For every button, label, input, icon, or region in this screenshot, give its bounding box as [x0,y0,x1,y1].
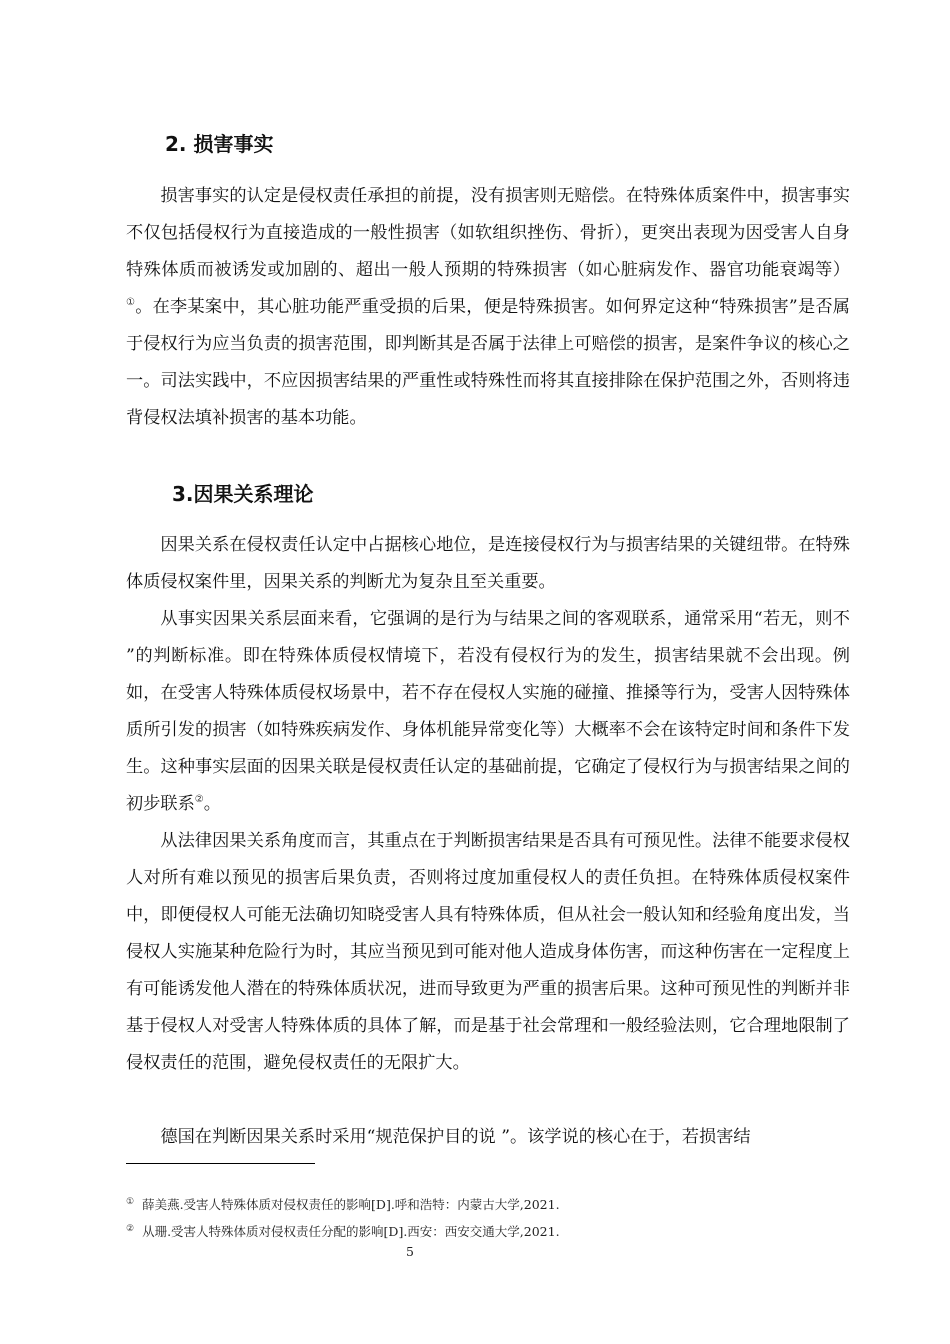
footnote-mark: ① [126,1197,135,1207]
footnote-text: 从珊.受害人特殊体质对侵权责任分配的影响[D].西安：西安交通大学,2021. [142,1224,560,1239]
section-heading-damage-fact: 2. 损害事实 [165,132,274,156]
footnote-ref-2[interactable]: ② [194,794,204,805]
paragraph-text: 。在李某案中，其心脏功能严重受损的后果，便是特殊损害。如何界定这种“特殊损害”是否属于侵权行为应当负责的损害范围，即判断其是否属于法律上可赔偿的损害，是案件争议的核心之一。司法实践中，不应因损害结果的严重性或特殊性而将其直接排除在保护范围之外，否则将违背侵权法填补损害的基本功能。 [126,297,850,428]
paragraph-damage-fact [126,178,850,437]
footnote-separator [126,1163,315,1164]
paragraph-text: 损害事实的认定是侵权责任承担的前提，没有损害则无赔偿。在特殊体质案件中，损害事实不仅包括侵权行为直接造成的一般性损害（如软组织挫伤、骨折），更突出表现为因受害人自身特殊体质而被诱发或加剧的、超出一般人预期的特殊损害（如心脏病发作、器官功能衰竭等） [126,186,850,280]
paragraph-text: 。 [203,794,221,814]
paragraph-causation-intro: 因果关系在侵权责任认定中占据核心地位，是连接侵权行为与损害结果的关键纽带。在特殊体质侵权案件里，因果关系的判断尤为复杂且至关重要。 [126,535,850,592]
footnote-text: 薛美燕.受害人特殊体质对侵权责任的影响[D].呼和浩特：内蒙古大学,2021. [142,1197,560,1212]
section-heading-causation: 3.因果关系理论 [172,482,314,506]
page-number: 5 [406,1244,414,1259]
paragraph-german-theory: 德国在判断因果关系时采用“规范保护目的说 ”。该学说的核心在于，若损害结 [160,1127,751,1147]
footnote-2 [126,1223,560,1241]
paragraph-text: 从事实因果关系层面来看，它强调的是行为与结果之间的客观联系，通常采用“若无，则不 ”的判断标准。即在特殊体质侵权情境下，若没有侵权行为的发生，损害结果就不会出现。例如，在受害人特殊体质侵权场景中，若不存在侵权人实施的碰撞、推搡等行为，受害人因特殊体质所引发的损害（如特殊疾病发作、身体机能异常变化等）大概率不会在该特定时间和条件下发生。这种事实层面的因果关联是侵权责任认定的基础前提，它确定了侵权行为与损害结果之间的初步联系 [126,609,850,814]
paragraph-factual-causation [126,601,850,823]
footnote-ref-1[interactable]: ① [126,297,136,308]
footnote-1 [126,1196,560,1214]
footnote-mark: ② [126,1224,135,1234]
paragraph-legal-causation: 从法律因果关系角度而言，其重点在于判断损害结果是否具有可预见性。法律不能要求侵权人对所有难以预见的损害后果负责，否则将过度加重侵权人的责任负担。在特殊体质侵权案件中，即便侵权人可能无法确切知晓受害人具有特殊体质，但从社会一般认知和经验角度出发，当侵权人实施某种危险行为时，其应当预见到可能对他人造成身体伤害，而这种伤害在一定程度上有可能诱发他人潜在的特殊体质状况，进而导致更为严重的损害后果。这种可预见性的判断并非基于侵权人对受害人特殊体质的具体了解，而是基于社会常理和一般经验法则，它合理地限制了侵权责任的范围，避免侵权责任的无限扩大。 [126,831,850,1073]
